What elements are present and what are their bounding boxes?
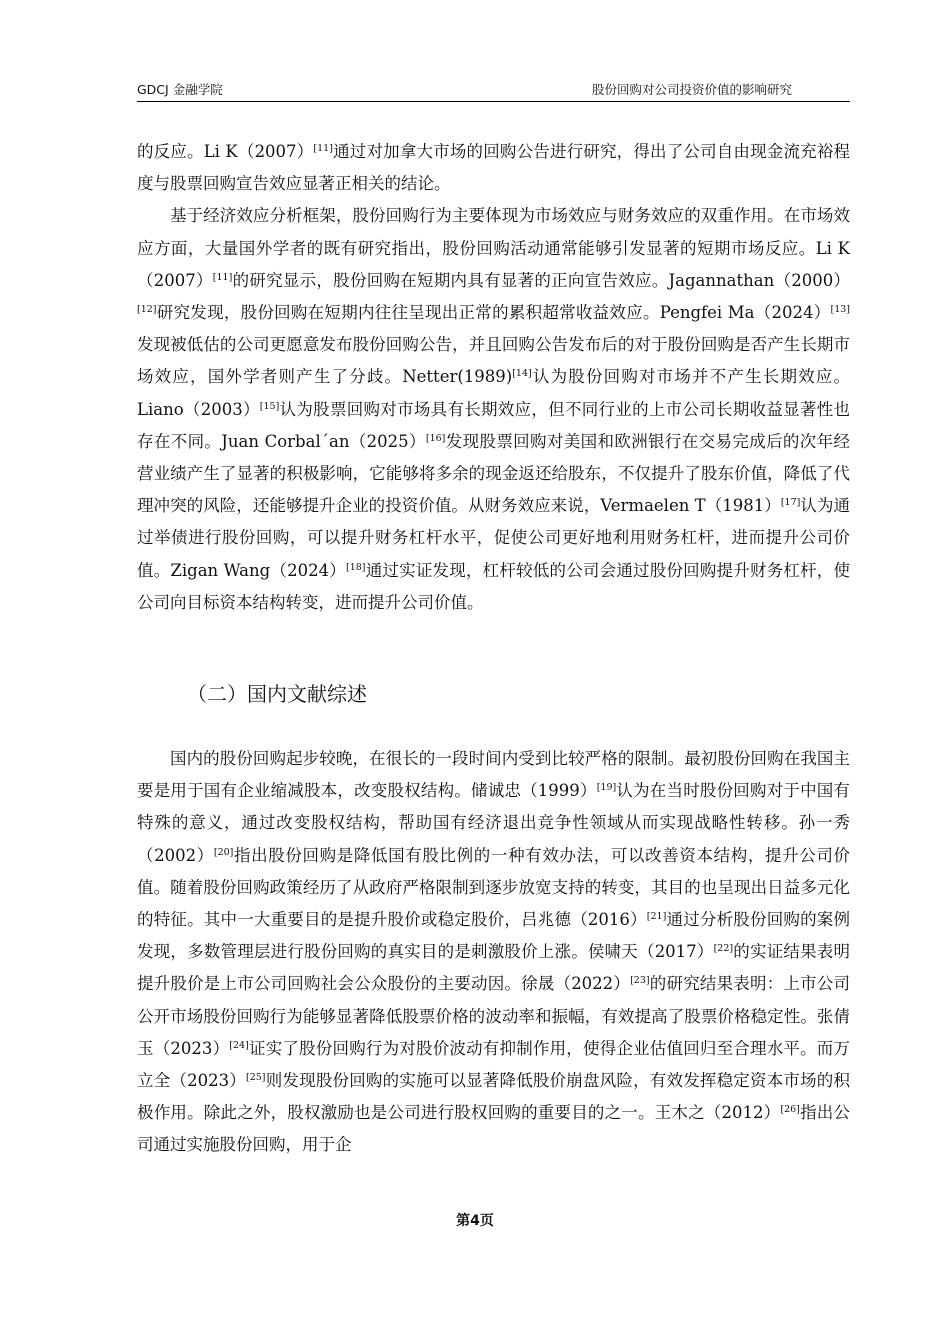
text-run: 指出股份回购是降低国有股比例的一种有效办法，可以改善资本结构，提升公司价值。随着股份回购政策经历了从政府严格限制到逐步放宽支持的转变，其目的也呈现出日益多元化的特征。其中一大重要目的是提升股价或稳定股价，吕兆德（2016） xyxy=(137,845,850,930)
text-run: 发现股票回购对美国和欧洲银行在交易完成后的次年经营业绩产生了显著的积极影响，它能够将多余的现金返还给股东，不仅提升了股东价值，降低了代理冲突的风险，还能够提升企业的投资价值。从财务效应来说，Vermaelen T（1981） xyxy=(137,431,851,516)
text-run: 的实证结果表明提升股价是上市公司回购社会公众股份的主要动因。徐晟（2022） xyxy=(137,942,850,994)
citation-ref: [13] xyxy=(830,304,850,316)
citation-ref: [12] xyxy=(137,304,157,316)
citation-ref: [24] xyxy=(229,1039,249,1051)
citation-ref: [20] xyxy=(213,846,234,858)
citation-ref: [22] xyxy=(713,943,734,955)
paragraph-1 xyxy=(137,136,850,200)
text-run: 国内的股份回购起步较晚，在很长的一段时间内受到比较严格的限制。最初股份回购在我国主要是用于国有企业缩减股本，改变股权结构。储诚忠（1999） xyxy=(137,749,850,801)
page-header xyxy=(137,79,850,102)
header-institution: GDCJ 金融学院 xyxy=(137,82,223,97)
header-title: 股份回购对公司投资价值的影响研究 xyxy=(591,82,792,97)
text-run: 的研究结果表明：上市公司公开市场股份回购行为能够显著降低股票价格的波动率和振幅，有效提高了股票价格稳定性。张倩玉（2023） xyxy=(137,974,851,1058)
text-run: 发现被低估的公司更愿意发布股份回购公告，并且回购公告发布后的对于股份回购是否产生长期市场效应，国外学者则产生了分歧。Netter(1989) xyxy=(137,335,850,387)
section-heading: （二）国内文献综述 xyxy=(187,682,367,706)
paragraph-3 xyxy=(137,743,850,1162)
text-run: 的研究显示，股份回购在短期内具有显著的正向宣告效应。Jagannathan（2000） xyxy=(232,270,850,290)
citation-ref: [11] xyxy=(212,271,233,283)
text-run: 认为股份回购对市场并不产生长期效应。Liano（2003） xyxy=(137,367,851,419)
text-run: 的反应。Li K（2007） xyxy=(137,142,314,161)
citation-ref: [26] xyxy=(780,1104,800,1116)
citation-ref: [15] xyxy=(259,400,280,412)
body-section-1 xyxy=(137,136,850,619)
citation-ref: [19] xyxy=(596,782,617,794)
citation-ref: [16] xyxy=(425,432,446,444)
page-number: 第4页 xyxy=(456,1213,494,1229)
text-run: 通过分析股份回购的案例发现，多数管理层进行股份回购的真实目的是刺激股价上涨。侯啸天（2017） xyxy=(137,910,850,962)
paragraph-2 xyxy=(137,200,850,619)
text-run: 则发现股份回购的实施可以显著降低股价崩盘风险，有效发挥稳定资本市场的积极作用。除此之外，股权激励也是公司进行股权回购的重要目的之一。王木之（2012） xyxy=(137,1071,851,1123)
citation-ref: [25] xyxy=(246,1072,266,1084)
citation-ref: [18] xyxy=(346,561,366,573)
text-run: 指出公司通过实施股份回购，用于企 xyxy=(137,1103,851,1155)
text-run: 证实了股份回购行为对股价波动有抑制作用，使得企业估值回归至合理水平。而万立全（2023） xyxy=(137,1038,850,1091)
citation-ref: [14] xyxy=(512,368,532,380)
text-run: 认为通过举债进行股份回购，可以提升财务杠杆水平，促使公司更好地利用财务杠杆，进而提升公司价值。Zigan Wang（2024） xyxy=(137,496,851,580)
text-run: 通过实证发现，杠杆较低的公司会通过股份回购提升财务杠杆，使公司向目标资本结构转变，进而提升公司价值。 xyxy=(137,560,850,612)
text-run: 认为股票回购对市场具有长期效应，但不同行业的上市公司长期收益显著性也存在不同。Juan Corbal´an（2025） xyxy=(137,399,851,451)
citation-ref: [11] xyxy=(313,143,333,154)
text-run: 研究发现，股份回购在短期内往往呈现出正常的累积超常收益效应。Pengfei Ma（2024） xyxy=(156,303,831,323)
citation-ref: [17] xyxy=(780,497,801,509)
body-section-2 xyxy=(137,743,850,1162)
citation-ref: [23] xyxy=(630,975,650,987)
citation-ref: [21] xyxy=(646,911,667,923)
text-run: 通过对加拿大市场的回购公告进行研究，得出了公司自由现金流充裕程度与股票回购宣告效应显著正相关的结论。 xyxy=(137,142,851,194)
text-run: 认为在当时股份回购对于中国有特殊的意义，通过改变股权结构，帮助国有经济退出竞争性领域从而实现战略性转移。孙一秀（2002） xyxy=(137,781,850,865)
text-run: 基于经济效应分析框架，股份回购行为主要体现为市场效应与财务效应的双重作用。在市场效应方面，大量国外学者的既有研究指出，股份回购活动通常能够引发显著的短期市场反应。Li K（2007） xyxy=(137,206,850,290)
